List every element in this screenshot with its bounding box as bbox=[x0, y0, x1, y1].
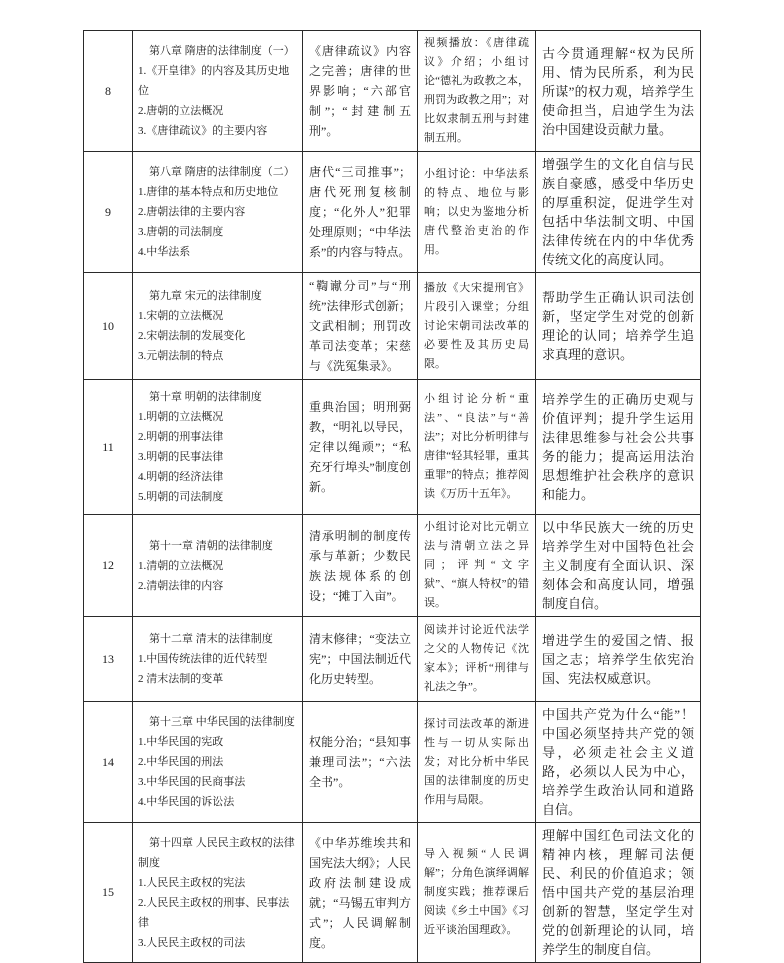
methods-cell: 探讨司法改革的渐进性与一切从实际出发；对比分析中华民国的法律制度的历史作用与局限。 bbox=[418, 702, 536, 823]
methods-cell: 视频播放：《唐律疏议》介绍；小组讨论“德礼为政教之本，刑罚为政教之用”；对比奴隶制五刑与封建制五刑。 bbox=[418, 31, 536, 152]
chapter-item: 1.清朝的立法概况 bbox=[138, 559, 224, 572]
methods-cell: 小组讨论对比元朝立法与清朝立法之异同；评判“文字狱”、“旗人特权”的错误。 bbox=[418, 515, 536, 617]
chapter-title: 第十章 明朝的法律制度 bbox=[149, 391, 262, 403]
chapter-cell bbox=[133, 273, 303, 380]
objectives-cell: 理解中国红色司法文化的精神内核，理解司法便民、利民的价值追求；领悟中国共产党的基层治理创新的智慧，坚定学生对党的创新理论的认同，培养学生的制度自信。 bbox=[536, 823, 701, 963]
chapter-item: 1.唐律的基本特点和历史地位 bbox=[138, 186, 279, 198]
chapter-item: 2.唐朝法律的主要内容 bbox=[138, 206, 246, 218]
chapter-title: 第八章 隋唐的法律制度（二） bbox=[149, 166, 295, 178]
chapter-item: 2.中华民国的刑法 bbox=[138, 756, 224, 768]
chapter-items bbox=[138, 306, 297, 366]
chapter-title: 第十三章 中华民国的法律制度 bbox=[149, 716, 295, 728]
chapter-item: 2.人民民主政权的刑事、民事法律 bbox=[138, 896, 290, 929]
table-row bbox=[84, 152, 701, 273]
objectives-cell: 增强学生的文化自信与民族自豪感，感受中华历史的厚重积淀，促进学生对包括中华法制文明、中国法律传统在内的中华优秀传统文化的高度认同。 bbox=[536, 152, 701, 273]
chapter-items bbox=[138, 182, 297, 262]
chapter-cell bbox=[133, 31, 303, 152]
syllabus-table-body bbox=[84, 31, 701, 963]
keypoints-cell: 《唐律疏议》内容之完善；唐律的世界影响；“六部官制”；“封建制五刑”。 bbox=[303, 31, 418, 152]
objectives-cell: 以中华民族大一统的历史培养学生对中国特色社会主义制度有全面认识、深刻体会和高度认同，增强制度自信。 bbox=[536, 515, 701, 617]
chapter-item: 3.《唐律疏议》的主要内容 bbox=[138, 125, 268, 137]
keypoints-cell: 重典治国；明刑弼教，“明礼以导民，定律以绳顽”；“私充牙行埠头”制度创新。 bbox=[303, 380, 418, 515]
chapter-cell bbox=[133, 380, 303, 515]
syllabus-table bbox=[83, 30, 701, 963]
table-row bbox=[84, 31, 701, 152]
chapter-item: 3.中华民国的民商事法 bbox=[138, 776, 246, 788]
methods-cell: 小组讨论分析“重法”、“良法”与“善法”；对比分析明律与唐律“轻其轻罪，重其重罪”的特点；推荐阅读《万历十五年》。 bbox=[418, 380, 536, 515]
row-number-cell: 15 bbox=[84, 823, 133, 963]
chapter-items bbox=[138, 732, 297, 812]
chapter-cell bbox=[133, 515, 303, 617]
objectives-cell: 增进学生的爱国之情、报国之志；培养学生依宪治国、宪法权威意识。 bbox=[536, 617, 701, 702]
chapter-item: 3.元朝法制的特点 bbox=[138, 350, 224, 362]
table-row bbox=[84, 515, 701, 617]
methods-cell: 播放《大宋提刑官》片段引入课堂；分组讨论宋朝司法改革的必要性及其历史局限。 bbox=[418, 273, 536, 380]
row-number-cell: 12 bbox=[84, 515, 133, 617]
chapter-title: 第九章 宋元的法律制度 bbox=[149, 290, 262, 302]
row-number-cell: 11 bbox=[84, 380, 133, 515]
chapter-items bbox=[138, 407, 297, 507]
table-row bbox=[84, 823, 701, 963]
chapter-item: 1.中国传统法律的近代转型 bbox=[138, 653, 268, 665]
chapter-title: 第八章 隋唐的法律制度（一） bbox=[149, 45, 295, 57]
keypoints-cell: 清承明制的制度传承与革新；少数民族法规体系的创设；“摊丁入亩”。 bbox=[303, 515, 418, 617]
chapter-items bbox=[138, 649, 297, 689]
chapter-item: 4.明朝的经济法律 bbox=[138, 471, 224, 483]
chapter-item: 4.中华民国的诉讼法 bbox=[138, 796, 235, 808]
chapter-item: 3.人民民主政权的司法 bbox=[138, 936, 246, 949]
chapter-item: 2.清朝法律的内容 bbox=[138, 579, 224, 592]
chapter-cell bbox=[133, 152, 303, 273]
chapter-cell bbox=[133, 617, 303, 702]
methods-cell: 阅读并讨论近代法学之父的人物传记《沈家本》；评析“刑律与礼法之争”。 bbox=[418, 617, 536, 702]
methods-cell: 导入视频“人民调解”；分角色演绎调解制度实践；推荐课后阅读《乡土中国》《习近平谈治国理政》。 bbox=[418, 823, 536, 963]
chapter-item: 3.明朝的民事法律 bbox=[138, 451, 224, 463]
chapter-items bbox=[138, 873, 297, 953]
chapter-item: 1.人民民主政权的宪法 bbox=[138, 876, 246, 889]
row-number-cell: 8 bbox=[84, 31, 133, 152]
table-row bbox=[84, 617, 701, 702]
objectives-cell: 培养学生的正确历史观与价值评判；提升学生运用法律思维参与社会公共事务的能力；提高运用法治思想维护社会秩序的意识和能力。 bbox=[536, 380, 701, 515]
objectives-cell: 古今贯通理解“权为民所用、情为民所系，利为民所谋”的权力观，培养学生使命担当，启迪学生为法治中国建设贡献力量。 bbox=[536, 31, 701, 152]
keypoints-cell: “鞫谳分司”与“刑统”法律形式创新；文武相制；刑罚改革司法变革；宋慈与《洗冤集录》。 bbox=[303, 273, 418, 380]
row-number-cell: 13 bbox=[84, 617, 133, 702]
objectives-cell: 帮助学生正确认识司法创新，坚定学生对党的创新理论的认同；培养学生追求真理的意识。 bbox=[536, 273, 701, 380]
chapter-item: 1.明朝的立法概况 bbox=[138, 411, 224, 423]
chapter-item: 5.明朝的司法制度 bbox=[138, 491, 224, 503]
table-row bbox=[84, 380, 701, 515]
chapter-item: 1.中华民国的宪政 bbox=[138, 736, 224, 748]
chapter-item: 2.唐朝的立法概况 bbox=[138, 105, 224, 117]
chapter-items bbox=[138, 556, 297, 596]
row-number-cell: 10 bbox=[84, 273, 133, 380]
chapter-cell bbox=[133, 702, 303, 823]
chapter-item: 3.唐朝的司法制度 bbox=[138, 226, 224, 238]
chapter-title: 第十二章 清末的法律制度 bbox=[149, 633, 273, 645]
chapter-item: 1.《开皇律》的内容及其历史地位 bbox=[138, 65, 290, 97]
table-row bbox=[84, 273, 701, 380]
chapter-item: 2.明朝的刑事法律 bbox=[138, 431, 224, 443]
chapter-item: 1.宋朝的立法概况 bbox=[138, 310, 224, 322]
keypoints-cell: 权能分治；“县知事兼理司法”；“六法全书”。 bbox=[303, 702, 418, 823]
chapter-title: 第十四章 人民民主政权的法律制度 bbox=[138, 836, 295, 869]
chapter-items bbox=[138, 61, 297, 141]
keypoints-cell: 《中华苏维埃共和国宪法大纲》；人民政府法制建设成就；“马锡五审判方式”；人民调解制度。 bbox=[303, 823, 418, 963]
chapter-item: 2 清末法制的变革 bbox=[138, 673, 224, 685]
chapter-item: 2.宋朝法制的发展变化 bbox=[138, 330, 246, 342]
chapter-title: 第十一章 清朝的法律制度 bbox=[149, 539, 273, 552]
objectives-cell: 中国共产党为什么“能”！中国必须坚持共产党的领导，必须走社会主义道路，必须以人民为中心，培养学生政治认同和道路自信。 bbox=[536, 702, 701, 823]
keypoints-cell: 唐代“三司推事”；唐代死刑复核制度；“化外人”犯罪处理原则；“中华法系”的内容与特点。 bbox=[303, 152, 418, 273]
row-number-cell: 14 bbox=[84, 702, 133, 823]
row-number-cell: 9 bbox=[84, 152, 133, 273]
keypoints-cell: 清末修律；“变法立宪”；中国法制近代化历史转型。 bbox=[303, 617, 418, 702]
chapter-cell bbox=[133, 823, 303, 963]
methods-cell: 小组讨论：中华法系的特点、地位与影响；以史为鉴地分析唐代整治吏治的作用。 bbox=[418, 152, 536, 273]
table-row bbox=[84, 702, 701, 823]
chapter-item: 4.中华法系 bbox=[138, 246, 191, 258]
